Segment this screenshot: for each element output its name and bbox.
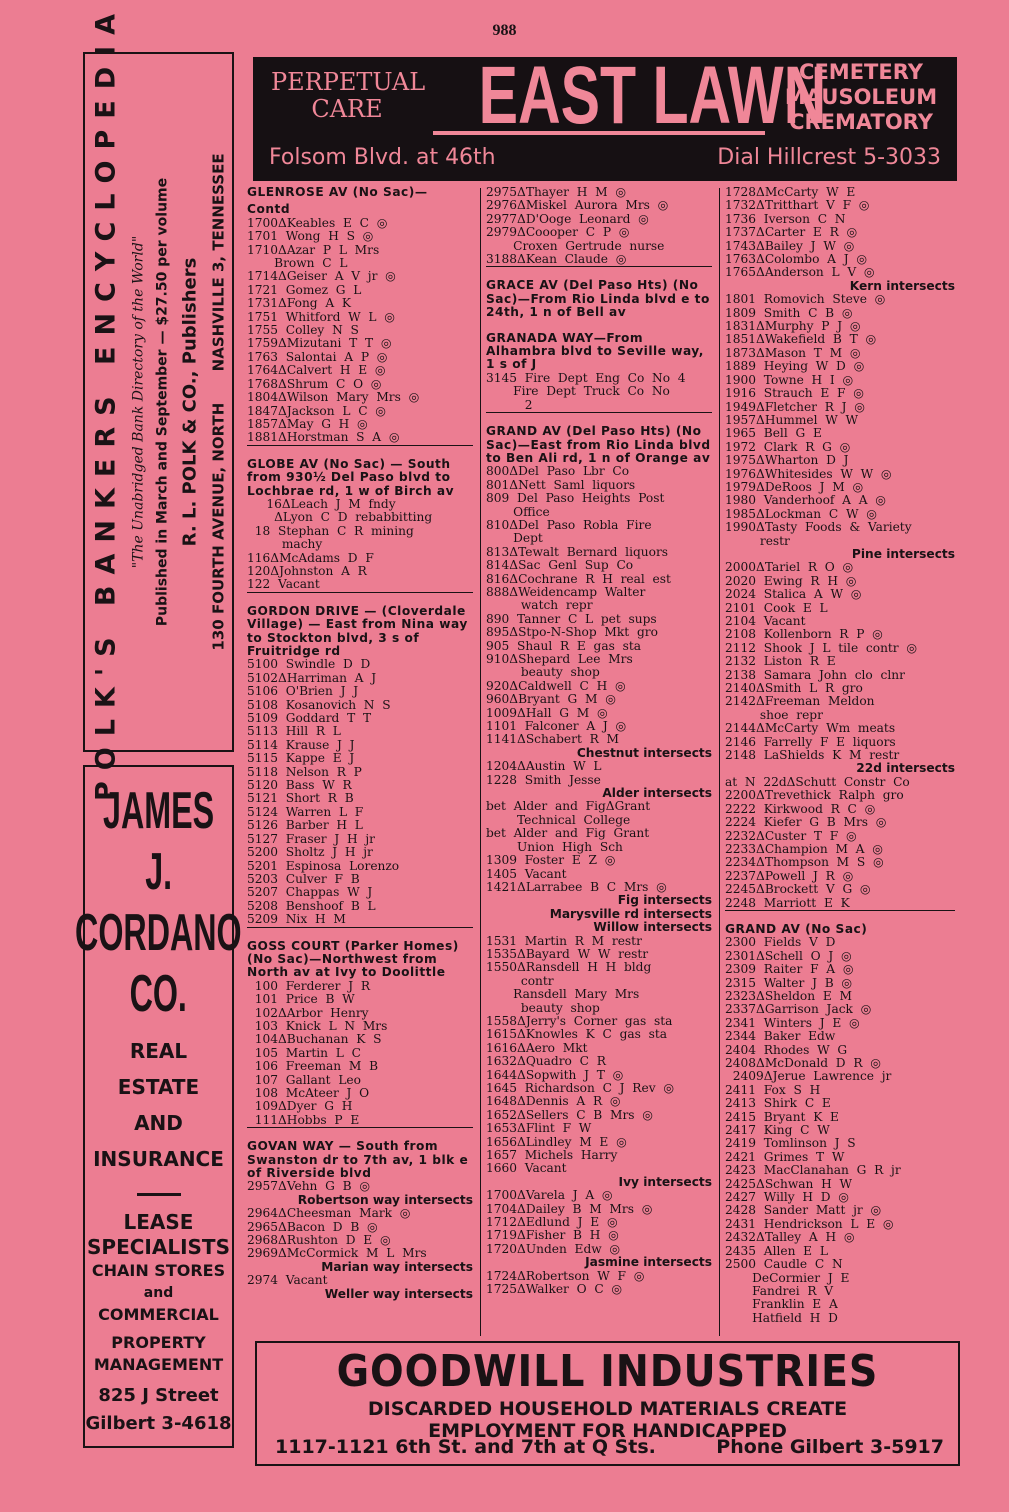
directory-entry: 2 — [486, 399, 712, 413]
spacer — [486, 320, 712, 328]
directory-entry: 1652ΔSellers C B Mrs ◎ — [486, 1107, 653, 1122]
directory-entry: 5201 Espinosa Lorenzo — [247, 858, 400, 873]
directory-entry: Brown C L — [247, 256, 348, 271]
directory-entry: 1660 Vacant — [486, 1161, 567, 1176]
intersection-marker: Marian way intersects — [321, 1259, 473, 1274]
intersection-marker: Robertson way intersects — [297, 1192, 473, 1207]
directory-entry: 1763ΔColombo A J ◎ — [725, 252, 867, 267]
directory-entry: 920ΔCaldwell C H ◎ — [486, 678, 626, 693]
directory-entry: 1985ΔLockman C W ◎ — [725, 506, 877, 521]
polk-ad-publication: Published in March and September — $27.50 per volume — [154, 177, 171, 627]
directory-entry: ΔLyon C D rebabbitting — [247, 510, 433, 525]
directory-entry: 2337ΔGarrison Jack ◎ — [725, 1002, 872, 1017]
directory-entry: 1405 Vacant — [486, 866, 567, 881]
directory-entry: 800ΔDel Paso Lbr Co — [486, 464, 630, 479]
directory-entry: 5200 Sholtz J H jr — [247, 845, 373, 860]
directory-column-1 — [247, 186, 473, 1336]
directory-entry: 5120 Bass W R — [247, 778, 352, 793]
directory-entry: 1728ΔMcCarty W E — [725, 186, 856, 199]
directory-entry: 888ΔWeidencamp Walter — [486, 584, 646, 599]
directory-entry: 2428 Sander Matt jr ◎ — [725, 1203, 882, 1218]
directory-entry: 2024 Stalica A W ◎ — [725, 587, 862, 602]
directory-entry: 2500 Caudle C N — [725, 1257, 843, 1272]
goodwill-subtitle-1: DISCARDED HOUSEHOLD MATERIALS CREATE — [367, 1398, 848, 1420]
spacer — [247, 1128, 473, 1136]
directory-entry: 1632ΔQuadro C R — [486, 1054, 606, 1069]
cordano-and: AND — [134, 1111, 183, 1135]
intersection-marker: Fig intersects — [617, 893, 712, 908]
directory-entry: 1309 Foster E Z ◎ — [486, 853, 616, 868]
east-lawn-address: Folsom Blvd. at 46th — [269, 145, 496, 170]
cordano-name-3: CORDANO — [75, 904, 242, 962]
directory-entry: 813ΔTewalt Bernard liquors — [486, 544, 669, 559]
cordano-name-1: JAMES — [102, 782, 215, 840]
polk-bankers-encyclopedia-ad — [83, 2, 234, 802]
directory-entry: 2101 Cook E L — [725, 600, 828, 615]
directory-entry: 809 Del Paso Heights Post — [486, 491, 665, 506]
directory-entry: 1615ΔKnowles K C gas sta — [486, 1027, 668, 1042]
directory-entry: 1801 Romovich Steve ◎ — [725, 292, 886, 307]
directory-entry: 1228 Smith Jesse — [486, 772, 601, 787]
directory-entry: 111ΔHobbs P E — [247, 1114, 473, 1128]
directory-entry: 2404 Rhodes W G — [725, 1042, 848, 1057]
directory-entry: 2112 Shook J L tile contr ◎ — [725, 640, 918, 655]
directory-entry: 810ΔDel Paso Robla Fire — [486, 517, 652, 532]
directory-entry: 5203 Culver F B — [247, 871, 360, 886]
directory-entry: 1648ΔDennis A R ◎ — [486, 1094, 621, 1109]
directory-entry: 2431 Hendrickson L E ◎ — [725, 1216, 894, 1231]
directory-entry: 2974 Vacant — [247, 1273, 328, 1288]
directory-entry: 2148 LaShields K M restr — [725, 748, 900, 763]
directory-entry: 103 Knick L N Mrs — [247, 1018, 388, 1033]
directory-entry: 2309 Raiter F A ◎ — [725, 962, 854, 977]
directory-entry: 2408ΔMcDonald D R ◎ — [725, 1056, 881, 1070]
directory-entry: 1759ΔMizutani T T ◎ — [247, 336, 392, 351]
street-heading: GRAND AV (Del Paso Hts) (No Sac)—East from Rio Linda blvd to Ben Ali rd, 1 n of Orange av — [486, 424, 711, 465]
directory-entry: bet Alder and Fig Grant — [486, 826, 650, 841]
intersection-marker: Pine intersects — [851, 546, 955, 561]
directory-entry: 1900 Towne H I ◎ — [725, 372, 854, 387]
cordano-management: MANAGEMENT — [93, 1355, 224, 1374]
street-heading: GLOBE AV (No Sac) — South from 930½ Del Paso blvd to Lochbrae rd, 1 w of Birch av — [247, 456, 455, 498]
column-divider — [719, 188, 720, 1336]
east-lawn-mausoleum: MAUSOLEUM — [784, 85, 938, 109]
directory-entry: 16ΔLeach J M fndy — [247, 496, 396, 511]
intersection-marker: Kern intersects — [849, 278, 955, 293]
cordano-insurance: INSURANCE — [93, 1147, 224, 1171]
directory-entry: 107 Gallant Leo — [247, 1072, 361, 1087]
directory-entry: Franklin E A — [725, 1297, 838, 1312]
east-lawn-cemetery: CEMETERY — [799, 60, 923, 84]
directory-entry: 100 Ferderer J R — [247, 978, 371, 993]
directory-entry: 1558ΔJerry's Corner gas sta — [486, 1013, 673, 1028]
spacer — [247, 593, 473, 601]
directory-entry: 1724ΔRobertson W F ◎ — [486, 1268, 645, 1283]
directory-entry: 109ΔDyer G H — [247, 1099, 353, 1114]
directory-entry: 2146 Farrelly F E liquors — [725, 734, 896, 749]
directory-entry: 2224 Kiefer G B Mrs ◎ — [725, 815, 887, 830]
cordano-chain-stores: CHAIN STORES — [91, 1261, 226, 1280]
directory-entry: 18 Stephan C R mining — [247, 523, 414, 538]
directory-entry: watch repr — [486, 598, 593, 613]
directory-entry: 2222 Kirkwood R C ◎ — [725, 801, 876, 816]
directory-entry: Office — [486, 504, 550, 519]
directory-entry: 5207 Chappas W J — [247, 885, 373, 900]
directory-entry: 1712ΔEdlund J E ◎ — [486, 1215, 618, 1230]
directory-entry: 1657 Michels Harry — [486, 1148, 618, 1163]
directory-entry: 2968ΔRushton D E ◎ — [247, 1233, 391, 1248]
directory-entry: 1725ΔWalker O C ◎ — [486, 1282, 623, 1297]
directory-entry: 2104 Vacant — [725, 614, 806, 628]
directory-entry: 910ΔShepard Lee Mrs — [486, 652, 633, 666]
directory-entry: 2409ΔJerue Lawrence jr — [725, 1069, 892, 1084]
directory-entry: Technical College — [486, 812, 631, 827]
goodwill-phone: Phone Gilbert 3-5917 — [716, 1436, 944, 1458]
directory-entry: 2415 Bryant K E — [725, 1109, 839, 1124]
directory-entry: 1531 Martin R M restr — [486, 933, 642, 948]
directory-entry: 5126 Barber H L — [247, 818, 363, 833]
east-lawn-perpetual-care — [271, 68, 426, 123]
street-heading: GOSS COURT (Parker Homes) (No Sac)—Northwest from North av at Ivy to Doolittle — [247, 938, 459, 980]
directory-entry: 1990ΔTasty Foods & Variety — [725, 520, 912, 535]
cordano-commercial: COMMERCIAL — [98, 1305, 219, 1324]
east-lawn-perpetual: PERPETUAL — [271, 68, 426, 96]
directory-entry: 905 Shaul R E gas sta — [486, 638, 642, 653]
directory-entry: 5106 O'Brien J J — [247, 684, 359, 699]
cordano-estate: ESTATE — [117, 1075, 200, 1099]
directory-entry: 2975ΔThayer H M ◎ — [486, 186, 626, 199]
spacer — [247, 928, 473, 936]
polk-ad-title: POLK'S BANKERS ENCYCLOPEDIA — [90, 2, 122, 802]
street-heading: GRACE AV (Del Paso Hts) (No Sac)—From Rio Linda blvd e to 24th, 1 n of Bell av — [486, 278, 710, 320]
goodwill-title: GOODWILL INDUSTRIES — [336, 1346, 879, 1397]
directory-entry: 5108 Kosanovich N S — [247, 697, 391, 712]
directory-entry: 1873ΔMason T M ◎ — [725, 345, 861, 360]
directory-entry: 2341 Winters J E ◎ — [725, 1015, 860, 1030]
directory-entry: 960ΔBryant G M ◎ — [486, 692, 616, 707]
directory-entry: DeCormier J E — [725, 1270, 850, 1285]
directory-entry: 5113 Hill R L — [247, 724, 341, 739]
east-lawn-underline — [433, 131, 765, 135]
directory-entry: 1732ΔTritthart V F ◎ — [725, 198, 870, 213]
east-lawn-crematory: CREMATORY — [789, 110, 933, 134]
directory-entry: 5115 Kappe E J — [247, 751, 355, 766]
directory-entry: 895ΔStpo-N-Shop Mkt gro — [486, 625, 658, 640]
directory-entry: 1616ΔAero Mkt — [486, 1040, 588, 1055]
directory-entry: 2237ΔPowell J R ◎ — [725, 868, 854, 883]
intersection-marker: Alder intersects — [602, 786, 712, 801]
directory-entry: 1736 Iverson C N — [725, 211, 846, 226]
directory-entry: Union High Sch — [486, 839, 623, 854]
street-heading: GLENROSE AV (No Sac)— — [247, 186, 428, 199]
cordano-divider — [137, 1193, 181, 1196]
directory-entry: 2957ΔVehn G B ◎ — [247, 1179, 370, 1194]
directory-entry: Croxen Gertrude nurse — [486, 238, 665, 253]
directory-entry: 5102ΔHarriman A J — [247, 670, 377, 685]
directory-entry: 2300 Fields V D — [725, 935, 836, 950]
directory-entry: 2965ΔBacon D B ◎ — [247, 1219, 378, 1234]
directory-entry: 1101 Falconer A J ◎ — [486, 719, 627, 734]
directory-entry: 1656ΔLindley M E ◎ — [486, 1134, 627, 1149]
spacer — [486, 413, 712, 421]
cordano-address: 825 J Street — [98, 1385, 219, 1406]
directory-entry: 108 McAteer J O — [247, 1086, 370, 1100]
polk-ad-tagline: "The Unabridged Bank Directory of the World" — [129, 235, 146, 569]
directory-entry: machy — [247, 537, 323, 552]
directory-entry: 1831ΔMurphy P J ◎ — [725, 319, 861, 334]
directory-entry: 2248 Marriott E K — [725, 897, 955, 911]
directory-entry: 2979ΔCoooper C P ◎ — [486, 225, 630, 240]
directory-entry: 1980 Vanderhoof A A ◎ — [725, 493, 886, 508]
directory-entry: 1720ΔUnden Edw ◎ — [486, 1241, 621, 1256]
directory-entry: 1979ΔDeRoos J M ◎ — [725, 479, 864, 494]
directory-entry: 1743ΔBailey J W ◎ — [725, 238, 855, 253]
intersection-marker: Weller way intersects — [324, 1286, 473, 1301]
directory-entry: 2969ΔMcCormick M L Mrs — [247, 1246, 427, 1261]
directory-entry: 801ΔNett Saml liquors — [486, 477, 636, 492]
directory-entry: 1768ΔShrum C O ◎ — [247, 376, 382, 391]
directory-entry: 1009ΔHall G M ◎ — [486, 705, 608, 720]
directory-entry: 1916 Strauch E F ◎ — [725, 386, 864, 401]
directory-entry: 2315 Walter J B ◎ — [725, 975, 853, 990]
directory-column-2 — [486, 186, 712, 1336]
directory-entry: at N 22dΔSchutt Constr Co — [725, 774, 910, 789]
east-lawn-services — [765, 60, 957, 135]
directory-entry: 1700ΔVarela J A ◎ — [486, 1188, 613, 1203]
directory-entry: 2432ΔTalley A H ◎ — [725, 1230, 855, 1245]
directory-entry: beauty shop — [486, 1000, 600, 1015]
directory-entry: 5121 Short R B — [247, 791, 354, 806]
directory-entry: Hatfield H D — [725, 1310, 838, 1325]
directory-entry: 1763 Salontai A P ◎ — [247, 349, 388, 364]
intersection-marker: Ivy intersects — [618, 1174, 712, 1189]
directory-entry: 5109 Goddard T T — [247, 711, 372, 726]
directory-entry: 1809 Smith C B ◎ — [725, 305, 853, 320]
directory-entry: 2427 Willy H D ◎ — [725, 1190, 849, 1205]
street-heading: GORDON DRIVE — (Cloverdale Village) — East from Nina way to Stockton blvd, 3 s of Fruitridge rd — [247, 603, 468, 658]
directory-entry: 1714ΔGeiser A V jr ◎ — [247, 269, 396, 284]
spacer — [247, 446, 473, 454]
cordano-name-2: J. — [145, 843, 172, 901]
directory-entry: contr — [486, 973, 554, 988]
east-lawn-ad — [253, 50, 957, 181]
directory-entry: 2000ΔTariel R O ◎ — [725, 560, 854, 575]
intersection-marker: Jasmine intersects — [585, 1255, 712, 1270]
directory-entry: 1719ΔFisher B H ◎ — [486, 1228, 619, 1243]
directory-entry: 1889 Heying W D ◎ — [725, 359, 865, 374]
directory-entry: 1957ΔHummel W W — [725, 412, 859, 427]
directory-entry: 101 Price B W — [247, 992, 355, 1007]
directory-entry: 2423 MacClanahan G R jr — [725, 1163, 901, 1178]
directory-entry: 2020 Ewing R H ◎ — [725, 573, 857, 588]
directory-entry: 1755 Colley N S — [247, 323, 359, 338]
page-number: 988 — [492, 22, 517, 39]
spacer — [725, 911, 955, 919]
directory-entry: 1949ΔFletcher R J ◎ — [725, 399, 865, 414]
intersection-marker: 22d intersects — [856, 761, 955, 776]
spacer — [486, 267, 712, 275]
directory-entry: 5127 Fraser J H jr — [247, 831, 375, 846]
goodwill-address: 1117-1121 6th St. and 7th at Q Sts. — [275, 1436, 656, 1458]
directory-entry: 1847ΔJackson L C ◎ — [247, 403, 386, 418]
directory-entry: 5124 Warren L F — [247, 804, 364, 819]
directory-entry: 2234ΔThompson M S ◎ — [725, 855, 884, 870]
cordano-real-estate-ad — [75, 765, 242, 1448]
directory-entry: 2232ΔCuster T F ◎ — [725, 828, 857, 843]
intersection-marker: Marysville rd intersects — [549, 906, 712, 921]
directory-entry: 2140ΔSmith L R gro — [725, 681, 863, 696]
cordano-and-2: and — [143, 1285, 174, 1301]
cordano-real: REAL — [129, 1039, 188, 1063]
cordano-phone: Gilbert 3-4618 — [85, 1413, 232, 1434]
east-lawn-care: CARE — [311, 95, 383, 123]
directory-entry: 2200ΔTrevethick Ralph gro — [725, 788, 904, 803]
intersection-marker: Chestnut intersects — [576, 745, 712, 760]
directory-entry: 1764ΔCalvert H E ◎ — [247, 363, 386, 378]
directory-entry: 102ΔArbor Henry — [247, 1005, 369, 1020]
goodwill-subtitle-2: EMPLOYMENT FOR HANDICAPPED — [428, 1420, 787, 1442]
east-lawn-name: EAST LAWN — [478, 50, 827, 141]
directory-entry: 2138 Samara John clo clnr — [725, 667, 905, 682]
directory-entry: Dept — [486, 531, 543, 546]
directory-entry: 1804ΔWilson Mary Mrs ◎ — [247, 390, 420, 405]
directory-entry: 2301ΔSchell O J ◎ — [725, 948, 852, 963]
directory-entry: 105 Martin L C — [247, 1045, 361, 1060]
directory-entry: 1765ΔAnderson L V ◎ — [725, 265, 875, 280]
directory-entry: 2344 Baker Edw — [725, 1029, 836, 1044]
directory-entry: 1704ΔDailey B M Mrs ◎ — [486, 1201, 653, 1216]
directory-entry: restr — [725, 533, 790, 548]
directory-entry: 1710ΔAzar P L Mrs — [247, 242, 380, 257]
directory-entry: Ransdell Mary Mrs — [486, 987, 640, 1002]
cordano-name-4: CO. — [129, 965, 188, 1023]
directory-entry: Fandrei R V — [725, 1283, 834, 1298]
directory-entry: Fire Dept Truck Co No — [486, 384, 670, 399]
directory-entry: 2411 Fox S H — [725, 1082, 821, 1097]
directory-entry: 2245ΔBrockett V G ◎ — [725, 882, 871, 897]
cordano-lease: LEASE — [123, 1210, 194, 1234]
directory-column-3 — [725, 186, 955, 1336]
directory-entry: 2421 Grimes T W — [725, 1149, 845, 1164]
directory-entry: 2417 King C W — [725, 1123, 830, 1138]
street-heading: GRANADA WAY—From Alhambra blvd to Seville way, 1 s of J — [486, 330, 704, 372]
directory-entry: 1421ΔLarrabee B C Mrs ◎ — [486, 879, 667, 894]
directory-entry: 2413 Shirk C E — [725, 1096, 831, 1111]
directory-entry: 3145 Fire Dept Eng Co No 4 — [486, 370, 686, 385]
directory-entry: 1965 Bell G E — [725, 426, 822, 441]
directory-entry: 1204ΔAustin W L — [486, 759, 602, 774]
polk-ad-address: 130 FOURTH AVENUE, NORTH NASHVILLE 3, TENNESSEE — [208, 153, 227, 651]
directory-entry: 1701 Wong H S ◎ — [247, 229, 374, 244]
directory-entry: 2425ΔSchwan H W — [725, 1176, 853, 1191]
directory-entry: 3188ΔKean Claude ◎ — [486, 253, 712, 267]
directory-entry: 1700ΔKeables E C ◎ — [247, 215, 388, 230]
directory-entry: 2108 Kollenborn R P ◎ — [725, 627, 883, 642]
directory-entry: 1751 Whitford W L ◎ — [247, 309, 395, 324]
directory-entry: 2132 Liston R E — [725, 654, 836, 669]
directory-entry: 122 Vacant — [247, 578, 473, 592]
directory-entry: 2976ΔMiskel Aurora Mrs ◎ — [486, 198, 669, 213]
directory-entry: bet Alder and FigΔGrant — [486, 799, 651, 814]
directory-entry: 2977ΔD'Ooge Leonard ◎ — [486, 211, 649, 226]
directory-entry: 1550ΔRansdell H H bldg — [486, 960, 652, 975]
east-lawn-phone: Dial Hillcrest 5-3033 — [717, 145, 941, 170]
directory-entry: 814ΔSac Genl Sup Co — [486, 558, 634, 573]
directory-entry: 104ΔBuchanan K S — [247, 1032, 382, 1047]
directory-entry: 2435 Allen E L — [725, 1243, 828, 1258]
cordano-property: PROPERTY — [111, 1333, 206, 1352]
cordano-specialists: SPECIALISTS — [87, 1235, 230, 1259]
directory-entry: 5100 Swindle D D — [247, 657, 371, 672]
directory-entry: 5118 Nelson R P — [247, 764, 362, 779]
directory-entry: 1972 Clark R G ◎ — [725, 439, 851, 454]
directory-entry: 1653ΔFlint F W — [486, 1121, 592, 1136]
directory-entry: 106 Freeman M B — [247, 1059, 379, 1074]
directory-entry: 1976ΔWhitesides W W ◎ — [725, 466, 892, 481]
directory-entry: 1721 Gomez G L — [247, 282, 362, 297]
directory-entry: 1881ΔHorstman S A ◎ — [247, 431, 473, 445]
directory-entry: 1644ΔSopwith J T ◎ — [486, 1067, 624, 1082]
directory-entry: 5114 Krause J J — [247, 737, 355, 752]
directory-entry: 116ΔMcAdams D F — [247, 550, 374, 565]
polk-ad-publisher: R. L. POLK & CO., Publishers — [179, 257, 201, 547]
street-heading: GOVAN WAY — South from Swanston dr to 7th av, 1 blk e of Riverside blvd — [247, 1139, 469, 1181]
directory-entry: 2142ΔFreeman Meldon — [725, 694, 875, 709]
directory-entry: 1141ΔSchabert R M — [486, 732, 619, 747]
directory-entry: 1857ΔMay G H ◎ — [247, 416, 368, 431]
directory-entry: 1645 Richardson C J Rev ◎ — [486, 1081, 674, 1095]
directory-entry: 2964ΔCheesman Mark ◎ — [247, 1206, 411, 1221]
directory-entry: 890 Tanner C L pet sups — [486, 611, 657, 626]
directory-entry: 1731ΔFong A K — [247, 296, 351, 311]
directory-entry: 2419 Tomlinson J S — [725, 1136, 856, 1151]
directory-entry: 120ΔJohnston A R — [247, 563, 367, 578]
column-divider — [480, 188, 481, 1336]
directory-entry: 2323ΔSheldon E M — [725, 988, 852, 1003]
directory-entry: 5209 Nix H M — [247, 913, 473, 927]
directory-entry: 2144ΔMcCarty Wm meats — [725, 721, 896, 736]
directory-entry: 2233ΔChampion M A ◎ — [725, 841, 883, 856]
street-heading: Contd — [247, 202, 291, 217]
goodwill-industries-ad — [255, 1341, 960, 1466]
directory-entry: shoe repr — [725, 707, 823, 722]
directory-entry: 1535ΔBayard W W restr — [486, 946, 649, 961]
directory-entry: 1737ΔCarter E R ◎ — [725, 225, 858, 240]
directory-entry: 1975ΔWharton D J — [725, 453, 849, 468]
directory-entry: beauty shop — [486, 665, 600, 680]
intersection-marker: Willow intersects — [593, 920, 712, 935]
street-heading: GRAND AV (No Sac) — [725, 921, 868, 936]
directory-entry: 1851ΔWakefield B T ◎ — [725, 332, 877, 347]
directory-entry: 5208 Benshoof B L — [247, 898, 376, 913]
directory-entry: 816ΔCochrane R H real est — [486, 571, 671, 586]
